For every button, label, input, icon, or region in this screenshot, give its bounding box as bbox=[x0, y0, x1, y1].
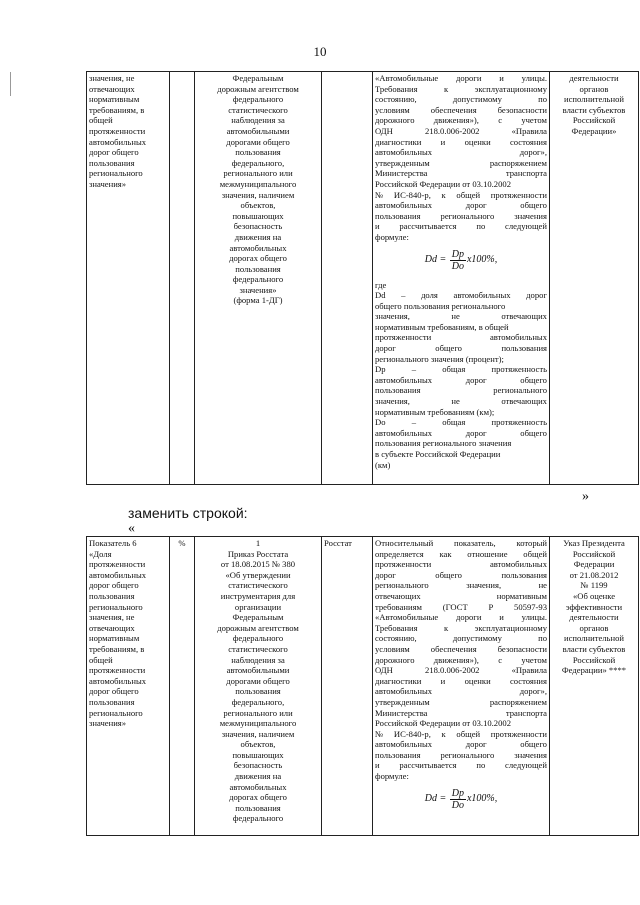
text-line: автомобильных bbox=[229, 781, 287, 792]
text-line: диагностики и оценки состояния bbox=[375, 136, 547, 147]
responsible-org-cell bbox=[322, 72, 373, 485]
text-line: пользования регионального значения bbox=[375, 438, 512, 449]
text-line: дорогах общего bbox=[229, 253, 287, 264]
text-line: федерального bbox=[232, 813, 284, 824]
text-line: власти субъектов bbox=[562, 643, 626, 654]
text-line: регионального или bbox=[223, 707, 293, 718]
text-line: автомобильных bbox=[89, 136, 147, 147]
text-line: (форма 1-ДГ) bbox=[233, 295, 283, 306]
text-line: регионального bbox=[89, 168, 143, 179]
text-line: Российской Федерации от 03.10.2002 bbox=[375, 718, 511, 729]
text-line: нормативным требованиям, в общей bbox=[375, 321, 509, 332]
text-line: отвечающих нормативным bbox=[375, 590, 547, 601]
text-line: нормативным bbox=[89, 94, 140, 105]
text-line: автомобильных дорог», bbox=[375, 147, 547, 158]
text-line: пользования регионального значения bbox=[375, 749, 547, 760]
text-line: автомобильными bbox=[226, 125, 290, 136]
text-line: диагностики и оценки состояния bbox=[375, 675, 547, 686]
text-line: пользования bbox=[89, 157, 135, 168]
text-line: протяженности автомобильных bbox=[375, 332, 547, 343]
text-line: власти субъектов bbox=[562, 104, 626, 115]
text-line: организации bbox=[234, 601, 282, 612]
text-line: значения, не отвечающих bbox=[375, 311, 547, 322]
text-line: нормативным bbox=[89, 633, 140, 644]
text-line: «Об утверждении bbox=[225, 569, 291, 580]
indicator-table-old bbox=[86, 71, 639, 485]
text-line: пользования bbox=[235, 147, 281, 158]
text-line: Российской bbox=[572, 548, 616, 559]
text-line: и рассчитывается по следующей bbox=[375, 221, 547, 232]
text-line: дорогах общего bbox=[229, 792, 287, 803]
text-line: регионального bbox=[89, 707, 143, 718]
text-line: от 21.08.2012 bbox=[569, 569, 619, 580]
text-line: исполнительной bbox=[564, 633, 624, 644]
text-line: статистического bbox=[228, 580, 288, 591]
formula: Dd = $\frac{Dp}{Do}$ x100%, bbox=[424, 248, 498, 272]
text-line: состоянию, допустимому по bbox=[375, 94, 547, 105]
text-line: наблюдения за bbox=[231, 115, 285, 126]
text-line: Российской bbox=[572, 654, 616, 665]
text-line: условиям обеспечения безопасности bbox=[375, 104, 547, 115]
text-line: Относительный показатель, который bbox=[375, 538, 547, 548]
text-line: дорожного движения»), с учетом bbox=[375, 654, 547, 665]
text-line: 1 bbox=[255, 538, 261, 548]
text-line: объектов, bbox=[240, 739, 276, 750]
text-line: регионального значения, не bbox=[375, 580, 547, 591]
data-source-cell bbox=[195, 537, 322, 836]
text-line: ОДН 218.0.006-2002 «Правила bbox=[375, 125, 547, 136]
text-line: утвержденным распоряжением bbox=[375, 157, 547, 168]
text-line: значения, наличием bbox=[221, 189, 295, 200]
text-line: регионального значения (процент); bbox=[375, 353, 504, 364]
text-line: дорожным агентством bbox=[217, 83, 299, 94]
text-line: органов bbox=[579, 83, 609, 94]
text-line: федерального bbox=[232, 274, 284, 285]
text-line: общего пользования регионального bbox=[375, 300, 506, 311]
text-line: дорогами общего bbox=[226, 136, 290, 147]
formula: Dd = $\frac{Dp}{Do}$ x100%, bbox=[424, 787, 498, 811]
text-line: утвержденным распоряжением bbox=[375, 696, 547, 707]
text-line: дорожного движения»), с учетом bbox=[375, 115, 547, 126]
text-line: значения, наличием bbox=[221, 728, 295, 739]
text-line: Приказ Росстата bbox=[227, 548, 289, 559]
text-line: протяженности bbox=[89, 125, 146, 136]
text-line: протяженности автомобильных bbox=[375, 559, 547, 570]
text-line: объектов, bbox=[240, 200, 276, 211]
text-line: Федерации bbox=[573, 559, 615, 570]
margin-mark bbox=[10, 72, 11, 96]
text-line: автомобильных дорог», bbox=[375, 686, 547, 697]
text-line: деятельности bbox=[569, 612, 619, 623]
indicator-table-new bbox=[86, 536, 639, 836]
text-line: «Доля bbox=[89, 548, 112, 559]
unit-cell bbox=[170, 72, 195, 485]
text-line: Dd – доля автомобильных дорог bbox=[375, 290, 547, 301]
text-line: Указ Президента bbox=[563, 538, 625, 548]
text-line: автомобильных дорог общего bbox=[375, 427, 547, 438]
text-line: наблюдения за bbox=[231, 654, 285, 665]
text-line: движения на bbox=[234, 771, 282, 782]
text-line: от 18.08.2015 № 380 bbox=[220, 559, 296, 570]
text-line: автомобильных дорог общего bbox=[375, 374, 547, 385]
text-line: автомобильных bbox=[89, 675, 147, 686]
text-line: статистического bbox=[228, 104, 288, 115]
text-line: ОДН 218.0.006-2002 «Правила bbox=[375, 665, 547, 676]
text-line: пользования bbox=[235, 802, 281, 813]
text-line: дорог общего bbox=[89, 580, 139, 591]
text-line: Dp – общая протяженность bbox=[375, 364, 547, 375]
text-line: значения, не bbox=[89, 73, 135, 83]
text-line: федерального, bbox=[231, 696, 285, 707]
text-line: требованиям, в bbox=[89, 643, 145, 654]
text-line: пользования bbox=[89, 590, 135, 601]
text-line: дорожным агентством bbox=[217, 622, 299, 633]
text-line: значения» bbox=[239, 284, 277, 295]
text-line: автомобильных bbox=[89, 569, 147, 580]
text-line: движения на bbox=[234, 231, 282, 242]
text-line: (км) bbox=[375, 459, 391, 470]
text-line: значения, не bbox=[89, 612, 135, 623]
text-line: регионального или bbox=[223, 168, 293, 179]
text-line: Требования к эксплуатационному bbox=[375, 622, 547, 633]
text-line: и рассчитывается по следующей bbox=[375, 760, 547, 771]
text-line: Федерации» bbox=[571, 125, 617, 136]
text-line: дорог общего пользования bbox=[375, 569, 547, 580]
text-line: Федеральным bbox=[232, 612, 284, 623]
replace-instruction: заменить строкой: bbox=[128, 505, 248, 521]
text-line: пользования bbox=[89, 696, 135, 707]
text-line: протяженности bbox=[89, 665, 146, 676]
text-line: пользования регионального bbox=[375, 385, 547, 396]
text-line: «Автомобильные дороги и улицы. bbox=[375, 73, 547, 83]
text-line: «Автомобильные дороги и улицы. bbox=[375, 612, 547, 623]
text-line: общей bbox=[89, 654, 113, 665]
text-line: общей bbox=[89, 115, 113, 126]
text-line: Федеральным bbox=[232, 73, 284, 83]
text-line: пользования bbox=[235, 686, 281, 697]
methodology-cell bbox=[373, 72, 550, 485]
text-line: автомобильными bbox=[226, 665, 290, 676]
text-line: значения» bbox=[89, 178, 127, 189]
text-line: дорог общего bbox=[89, 686, 139, 697]
legal-basis-cell bbox=[550, 72, 639, 485]
text-line: автомобильных дорог общего bbox=[375, 200, 547, 211]
text-line: безопасность bbox=[233, 760, 283, 771]
text-line: статистического bbox=[228, 643, 288, 654]
text-line: протяженности bbox=[89, 559, 146, 570]
text-line: в субъекте Российской Федерации bbox=[375, 449, 501, 459]
text-line: инструментария для bbox=[220, 590, 296, 601]
text-line: межмуниципального bbox=[219, 718, 297, 729]
text-line: условиям обеспечения безопасности bbox=[375, 643, 547, 654]
data-source-cell bbox=[195, 72, 322, 485]
text-line: где bbox=[375, 279, 387, 290]
text-line: деятельности bbox=[569, 73, 619, 83]
text-line: дорогами общего bbox=[226, 675, 290, 686]
unit-cell: % bbox=[170, 537, 195, 836]
methodology-cell bbox=[373, 537, 550, 836]
text-line: № ИС-840-р, к общей протяженности bbox=[375, 728, 547, 739]
text-line: требованиям (ГОСТ Р 50597-93 bbox=[375, 601, 547, 612]
text-line: повышающих bbox=[232, 210, 284, 221]
indicator-name-cell bbox=[87, 537, 170, 836]
text-line: № 1199 bbox=[580, 580, 608, 591]
text-line: дорог общего пользования bbox=[375, 343, 547, 354]
legal-basis-cell bbox=[550, 537, 639, 836]
text-line: федерального bbox=[232, 94, 284, 105]
text-line: регионального bbox=[89, 601, 143, 612]
text-line: Требования к эксплуатационному bbox=[375, 83, 547, 94]
text-line: Do – общая протяженность bbox=[375, 417, 547, 428]
text-line: отвечающих bbox=[89, 83, 135, 94]
text-line: исполнительной bbox=[564, 94, 624, 105]
indicator-name-cell bbox=[87, 72, 170, 485]
text-line: «Об оценке bbox=[572, 590, 616, 601]
opening-quote: « bbox=[128, 521, 135, 536]
closing-quote: » bbox=[582, 489, 589, 504]
text-line: состоянию, допустимому по bbox=[375, 633, 547, 644]
text-line: требованиям, в bbox=[89, 104, 145, 115]
text-line: формуле: bbox=[375, 771, 409, 782]
text-line: пользования bbox=[235, 263, 281, 274]
text-line: межмуниципального bbox=[219, 178, 297, 189]
text-line: эффективности bbox=[565, 601, 623, 612]
text-line: определяется как отношение общей bbox=[375, 548, 547, 559]
text-line: автомобильных bbox=[229, 242, 287, 253]
text-line: автомобильных дорог общего bbox=[375, 739, 547, 750]
page-number: 10 bbox=[313, 44, 327, 59]
text-line: Министерства транспорта bbox=[375, 168, 547, 179]
text-line: значения, не отвечающих bbox=[375, 396, 547, 407]
text-line: Федерации» **** bbox=[561, 665, 627, 676]
text-line: Министерства транспорта bbox=[375, 707, 547, 718]
text-line: органов bbox=[579, 622, 609, 633]
text-line: дорог общего bbox=[89, 147, 139, 158]
text-line: значения» bbox=[89, 718, 127, 729]
text-line: Российской bbox=[572, 115, 616, 126]
text-line: повышающих bbox=[232, 749, 284, 760]
text-line: федерального bbox=[232, 633, 284, 644]
text-line: федерального, bbox=[231, 157, 285, 168]
text-line: Показатель 6 bbox=[89, 538, 137, 548]
text-line: безопасность bbox=[233, 221, 283, 232]
text-line: пользования регионального значения bbox=[375, 210, 547, 221]
responsible-org-cell: Росстат bbox=[322, 537, 373, 836]
text-line: нормативным требованиям (км); bbox=[375, 406, 495, 417]
text-line: отвечающих bbox=[89, 622, 135, 633]
text-line: № ИС-840-р, к общей протяженности bbox=[375, 189, 547, 200]
text-line: Российской Федерации от 03.10.2002 bbox=[375, 178, 511, 189]
text-line: формуле: bbox=[375, 231, 409, 242]
